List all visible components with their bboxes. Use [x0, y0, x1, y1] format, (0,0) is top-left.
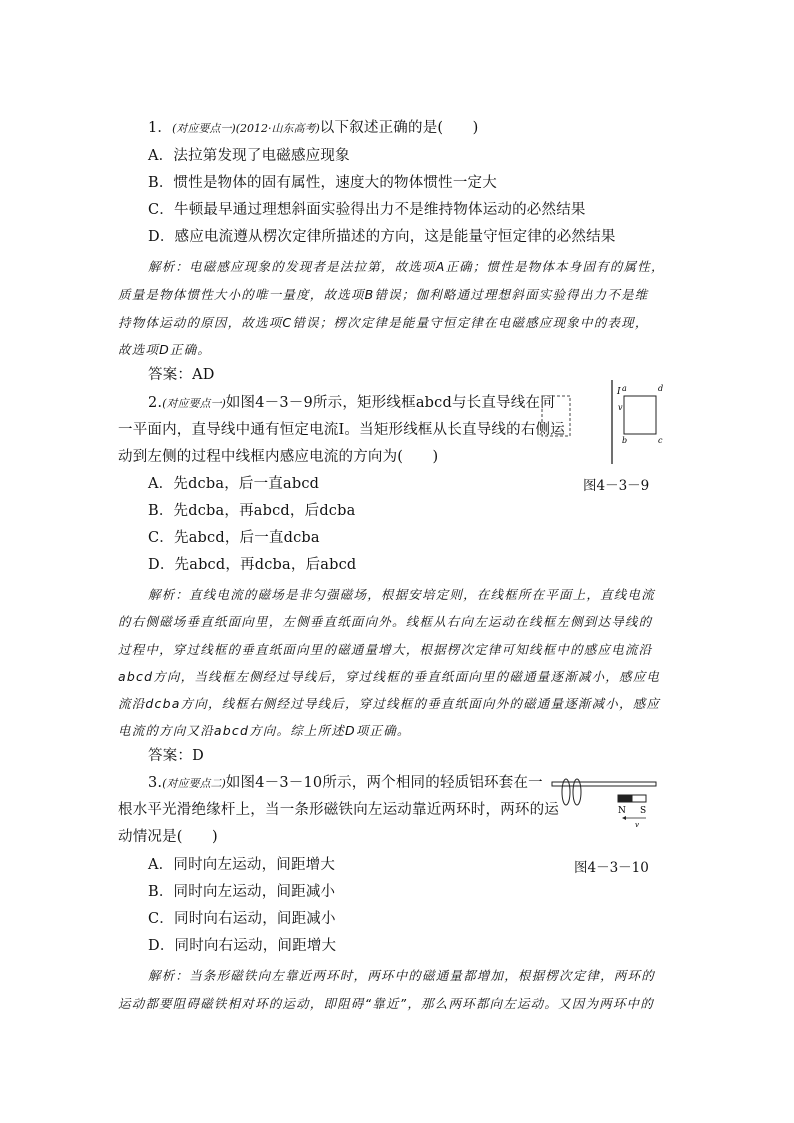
q2-explanation-line: 解析：直线电流的磁场是非匀强磁场，根据安培定则，在线框所在平面上，直线电流	[148, 587, 655, 602]
q3-stem-line	[148, 773, 543, 794]
magnet-n-pole	[618, 795, 632, 802]
figure-4-3-10	[550, 778, 660, 828]
q1-stem	[148, 118, 479, 139]
q2-stem-line: 一平面内，直导线中通有恒定电流I。当矩形线框从长直导线的右侧运	[118, 422, 565, 438]
rect-frame-abcd	[624, 396, 656, 434]
q3-stem-line: 根水平光滑绝缘杆上，当一条形磁铁向左运动靠近两环时，两环的运	[118, 802, 559, 818]
q2-number: 2.	[148, 395, 163, 411]
q2-stem-line	[148, 393, 555, 414]
label-current-I: I	[617, 387, 621, 397]
q1-explanation-line: 故选项D正确。	[118, 342, 212, 357]
q1-number: 1．	[148, 120, 173, 136]
q2-option-c: C．先abcd，后一直dcba	[148, 530, 320, 546]
label-c: c	[658, 436, 663, 445]
q3-explanation-line: 解析：当条形磁铁向左靠近两环时，两环中的磁通量都增加，根据楞次定律，两环的	[148, 968, 655, 983]
arrow-head-icon	[622, 816, 626, 820]
figure-4-3-9-caption: 图4－3－9	[583, 478, 650, 494]
magnet-s-pole	[632, 795, 646, 802]
q2-stem-line: 动到左侧的过程中线框内感应电流的方向为( )	[118, 449, 439, 465]
q1-explanation-line: 质量是物体惯性大小的唯一量度，故选项B错误；伽利略通过理想斜面实验得出力不是维	[118, 287, 649, 302]
q2-tag: (对应要点一)	[162, 397, 226, 410]
q2-stem-text: 如图4－3－9所示，矩形线框abcd与长直导线在同	[225, 395, 555, 411]
insulating-rod	[552, 782, 656, 786]
q1-explanation-line: 解析：电磁感应现象的发现者是法拉第，故选项A正确；惯性是物体本身固有的属性，	[148, 259, 665, 274]
q3-option-a: A．同时向左运动，间距增大	[148, 857, 336, 873]
q2-option-b: B．先dcba，再abcd，后dcba	[148, 503, 356, 519]
q3-stem-line: 动情况是( )	[118, 829, 218, 845]
q2-answer: 答案：D	[148, 748, 204, 764]
q3-option-d: D．同时向右运动，间距增大	[148, 938, 337, 954]
q3-option-b: B．同时向左运动，间距减小	[148, 884, 336, 900]
q1-option-b: B．惯性是物体的固有属性，速度大的物体惯性一定大	[148, 175, 497, 191]
q1-option-d: D．感应电流遵从楞次定律所描述的方向，这是能量守恒定律的必然结果	[148, 229, 616, 245]
q3-explanation-line: 运动都要阻碍磁铁相对环的运动，即阻碍“靠近”，那么两环都向左运动。又因为两环中的	[118, 996, 654, 1011]
figure-4-3-10-caption: 图4－3－10	[574, 860, 649, 876]
q2-option-d: D．先abcd，再dcba，后abcd	[148, 557, 357, 573]
label-v: v	[635, 821, 639, 828]
q3-stem-text: 如图4－3－10所示，两个相同的轻质铝环套在一	[225, 775, 543, 791]
q2-explanation-line: 过程中，穿过线框的垂直纸面向里的磁通量增大，根据楞次定律可知线框中的感应电流沿	[118, 642, 653, 657]
label-b: b	[622, 436, 628, 445]
q3-option-c: C．同时向右运动，间距减小	[148, 911, 336, 927]
figure-4-3-9	[538, 378, 678, 468]
label-velocity-v: v	[618, 403, 623, 412]
q1-tag: (对应要点一)(2012·山东高考)	[172, 122, 320, 135]
q2-explanation-line: 电流的方向又沿abcd方向。综上所述D项正确。	[118, 723, 411, 738]
label-a: a	[622, 384, 627, 393]
q1-answer: 答案：AD	[148, 367, 215, 383]
q2-explanation-line: 的右侧磁场垂直纸面向里，左侧垂直纸面向外。线框从右向左运动在线框左侧到达导线的	[118, 614, 653, 629]
q1-explanation-line: 持物体运动的原因，故选项C错误；楞次定律是能量守恒定律在电磁感应现象中的表现，	[118, 315, 649, 330]
q2-explanation-line: 流沿dcba方向，线框右侧经过导线后，穿过线框的垂直纸面向外的磁通量逐渐减小，感应	[118, 696, 661, 711]
q1-option-c: C．牛顿最早通过理想斜面实验得出力不是维持物体运动的必然结果	[148, 202, 586, 218]
q3-number: 3.	[148, 775, 163, 791]
dashed-frame	[542, 396, 570, 436]
q3-tag: (对应要点二)	[162, 777, 226, 790]
q1-option-a: A．法拉第发现了电磁感应现象	[148, 148, 350, 164]
q2-explanation-line: abcd方向，当线框左侧经过导线后，穿过线框的垂直纸面向里的磁通量逐渐减小，感应电	[118, 669, 661, 684]
q1-stem-text: 以下叙述正确的是( )	[319, 120, 479, 136]
label-S: S	[640, 806, 647, 816]
label-N: N	[618, 806, 626, 816]
label-d: d	[658, 384, 664, 393]
q2-option-a: A．先dcba，后一直abcd	[148, 476, 320, 492]
